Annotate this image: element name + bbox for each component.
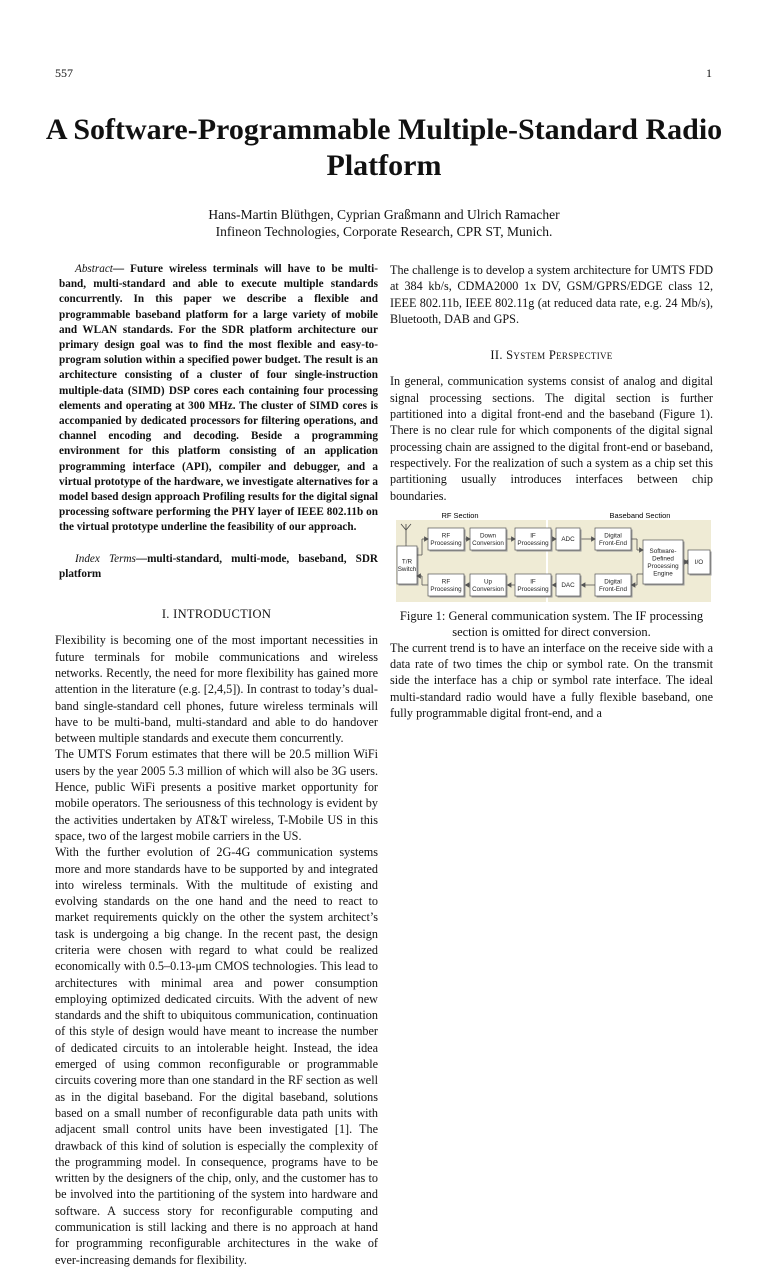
- paper-title: [0, 112, 768, 184]
- tx-block-2-label: IF: [530, 578, 536, 586]
- section-heading-system: [390, 347, 713, 363]
- system-paragraph-2: The current trend is to have an interface on the receive side with a data rate of two times the chip or symbol rate. On the transmit side the interface has a chip or symbol rate interface. The ideal multi-standard radio would have a fully flexible baseband, one fully programmable digital front-end, and a: [390, 640, 713, 721]
- left-column: [55, 262, 378, 1268]
- index-terms-text: —multi-standard, multi-mode, baseband, SDR platform: [59, 552, 378, 580]
- index-terms-label: Index Terms: [75, 552, 136, 565]
- rx-block-2-label: IF: [530, 532, 536, 540]
- tr-switch-block-label: T/R: [401, 558, 413, 566]
- rx-block-0: [428, 528, 466, 552]
- rf-section-label: RF Section: [441, 510, 479, 520]
- page-number-left: 557: [55, 66, 73, 80]
- tx-block-1: [470, 574, 508, 598]
- tx-block-1-label: Conversion: [472, 585, 504, 593]
- tr-switch-block: [397, 546, 419, 586]
- tx-block-0: [428, 574, 466, 598]
- baseband-section-label: Baseband Section: [609, 510, 671, 520]
- section-heading-introduction: I. INTRODUCTION: [161, 607, 272, 622]
- right-column: [390, 262, 713, 721]
- io-block: [688, 550, 712, 576]
- processing-engine-block-label: Processing: [647, 562, 679, 570]
- block-diagram: [390, 510, 713, 604]
- figure-1-diagram: [390, 510, 713, 604]
- rx-block-4-label: Front-End: [599, 539, 627, 547]
- processing-engine-block-label: Software-: [649, 547, 677, 555]
- rx-block-1-label: Conversion: [472, 539, 504, 547]
- paper-title-text: A Software-Programmable Multiple-Standard Radio Platform: [45, 113, 723, 182]
- rx-block-4: [595, 528, 633, 552]
- rx-block-4-label: Digital: [604, 532, 622, 540]
- page-number-right: 1: [706, 66, 712, 80]
- tx-block-1-label: Up: [483, 578, 493, 586]
- intro-paragraph-2: The UMTS Forum estimates that there will be 20.5 million WiFi users by the year 2005 5.3 million of which will also be 3G users. Hence, public WiFi presents a positive market opportunity for mobile operators. The seriousness of this technology is evident by the activities undertaken by AT&T wireless, T-Mobile US in this space, two of the largest mobile carriers in the US.: [55, 747, 378, 843]
- affiliation: Infineon Technologies, Corporate Research, CPR ST, Munich.: [215, 224, 553, 239]
- tr-switch-block-label: Switch: [397, 565, 417, 573]
- processing-engine-block-label: Engine: [653, 570, 673, 578]
- section-title: System Perspective: [506, 348, 613, 363]
- tx-block-0-label: Processing: [430, 585, 462, 593]
- intro-paragraph-4: The challenge is to develop a system architecture for UMTS FDD at 384 kb/s, CDMA2000 1x DV, GSM/GPRS/EDGE class 12, IEEE 802.11b, IEEE 802.11g (at reduced data rate, e.g. 24 Mb/s), Bluetooth, DAB and GPS.: [390, 263, 713, 326]
- intro-paragraph-1: Flexibility is becoming one of the most important necessities in future terminals for mobile communications and wireless networks. Recently, the need for more flexibility has gained more attention in the literature (e.g. [2,4,5]). In contrast to today’s dual-band single-standard cell phones, future wireless terminals will have to be multi-band, multi-standard and able to do handover between multiple standards and execute them concurrently.: [55, 633, 378, 746]
- tx-block-4: [595, 574, 633, 598]
- rx-block-1-label: Down: [479, 532, 497, 540]
- tx-block-3-label: DAC: [561, 582, 575, 590]
- processing-engine-block: [643, 540, 685, 586]
- tx-block-2-label: Processing: [517, 585, 549, 593]
- authors: Hans-Martin Blüthgen, Cyprian Graßmann and Ulrich Ramacher: [208, 207, 560, 222]
- rx-block-1: [470, 528, 508, 552]
- rx-block-0-label: RF: [441, 532, 451, 540]
- tx-block-3: [556, 574, 582, 598]
- tx-block-0-label: RF: [441, 578, 451, 586]
- abstract: [55, 262, 378, 536]
- tx-block-2: [515, 574, 553, 598]
- tx-block-4-label: Front-End: [599, 585, 627, 593]
- processing-engine-block-label: Defined: [652, 555, 674, 563]
- rx-block-0-label: Processing: [430, 539, 462, 547]
- rx-block-3: [556, 528, 582, 552]
- figure-1-caption: Figure 1: General communication system. The IF processing section is omitted for direct conversion.: [399, 608, 704, 639]
- section-number: II.: [490, 348, 507, 363]
- rx-block-3-label: ADC: [561, 536, 575, 544]
- intro-paragraph-3: With the further evolution of 2G-4G communication systems more and more standards have to be supported by and integrated into wireless terminals. With the multitude of existing and evolving standards on the one hand and the need to react to market requirements quickly on the other the system architect’s task is undergoing a big change. In the recent past, the design criteria were chosen with regard to what could be realized economically with 0.5–0.13-μm CMOS technologies. This lead to architectures with minimal area and power consumption employing optimized dedicated circuits. With the advent of new standards and the shift to ubiquitous communication, continuation of this style of design would have meant to increase the number of dedicated circuits to an intolerable height. Instead, the idea emerged of using common reconfigurable or programmable circuits covering more than one standard in the RF section as well as in the digital baseband. For the digital baseband, solutions based on a small number of reconfigurable data path units with adjacent small control units have been investigated [1]. The drawback of this kind of solution is especially the complexity of the programming model. In consequence, programs have to be written by the designers of the chip, only, and the customer has to be involved into the partitioning of the system into hardware and software. A success story for reconfigurable computing and communication is still lacking and there is no approach at hand for programming reconfigurable architectures in the wake of ever-increasing demands for flexibility.: [55, 845, 378, 1267]
- rx-block-2: [515, 528, 553, 552]
- abstract-label: Abstract: [75, 263, 113, 275]
- system-paragraph-1: In general, communication systems consist of analog and digital signal processing sections. The digital section is further partitioned into a digital front-end and the baseband (Figure 1). There is no clear rule for which components of the digital signal processing chain are assigned to the digital front-end or baseband, respectively. For the realization of such a system as a chip set this partitioning usually introduces interfaces between chip boundaries.: [390, 374, 713, 503]
- rx-block-2-label: Processing: [517, 539, 549, 547]
- io-block-label: I/O: [694, 559, 704, 567]
- abstract-text: — Future wireless terminals will have to be multi-band, multi-standard and able to execute multiple standards concurrently. In this paper we describe a flexible and programmable baseband platform for a large variety of mobile and WLAN standards. For the SDR platform architecture our primary design goal was to find the most flexible and easy-to-program solution within a specified power budget. The result is an architecture consisting of a cluster of four single-instruction multiple-data (SIMD) DSP cores each containing four processing elements and operating at 300 MHz. The cluster of SIMD cores is accompanied by dedicated processors for filtering operations, and channel encoding and decoding. Beside a programming environment for this platform consisting of an application programming interface (API), compiler and debugger, and a virtual prototype of the hardware, we investigate alternatives for a model based design approach Profiling results for the digital signal processing software performing the PHY layer of IEEE 802.11b on the virtual prototype underline the feasibility of our approach.: [59, 263, 378, 534]
- index-terms: [55, 552, 378, 582]
- tx-block-4-label: Digital: [604, 578, 622, 586]
